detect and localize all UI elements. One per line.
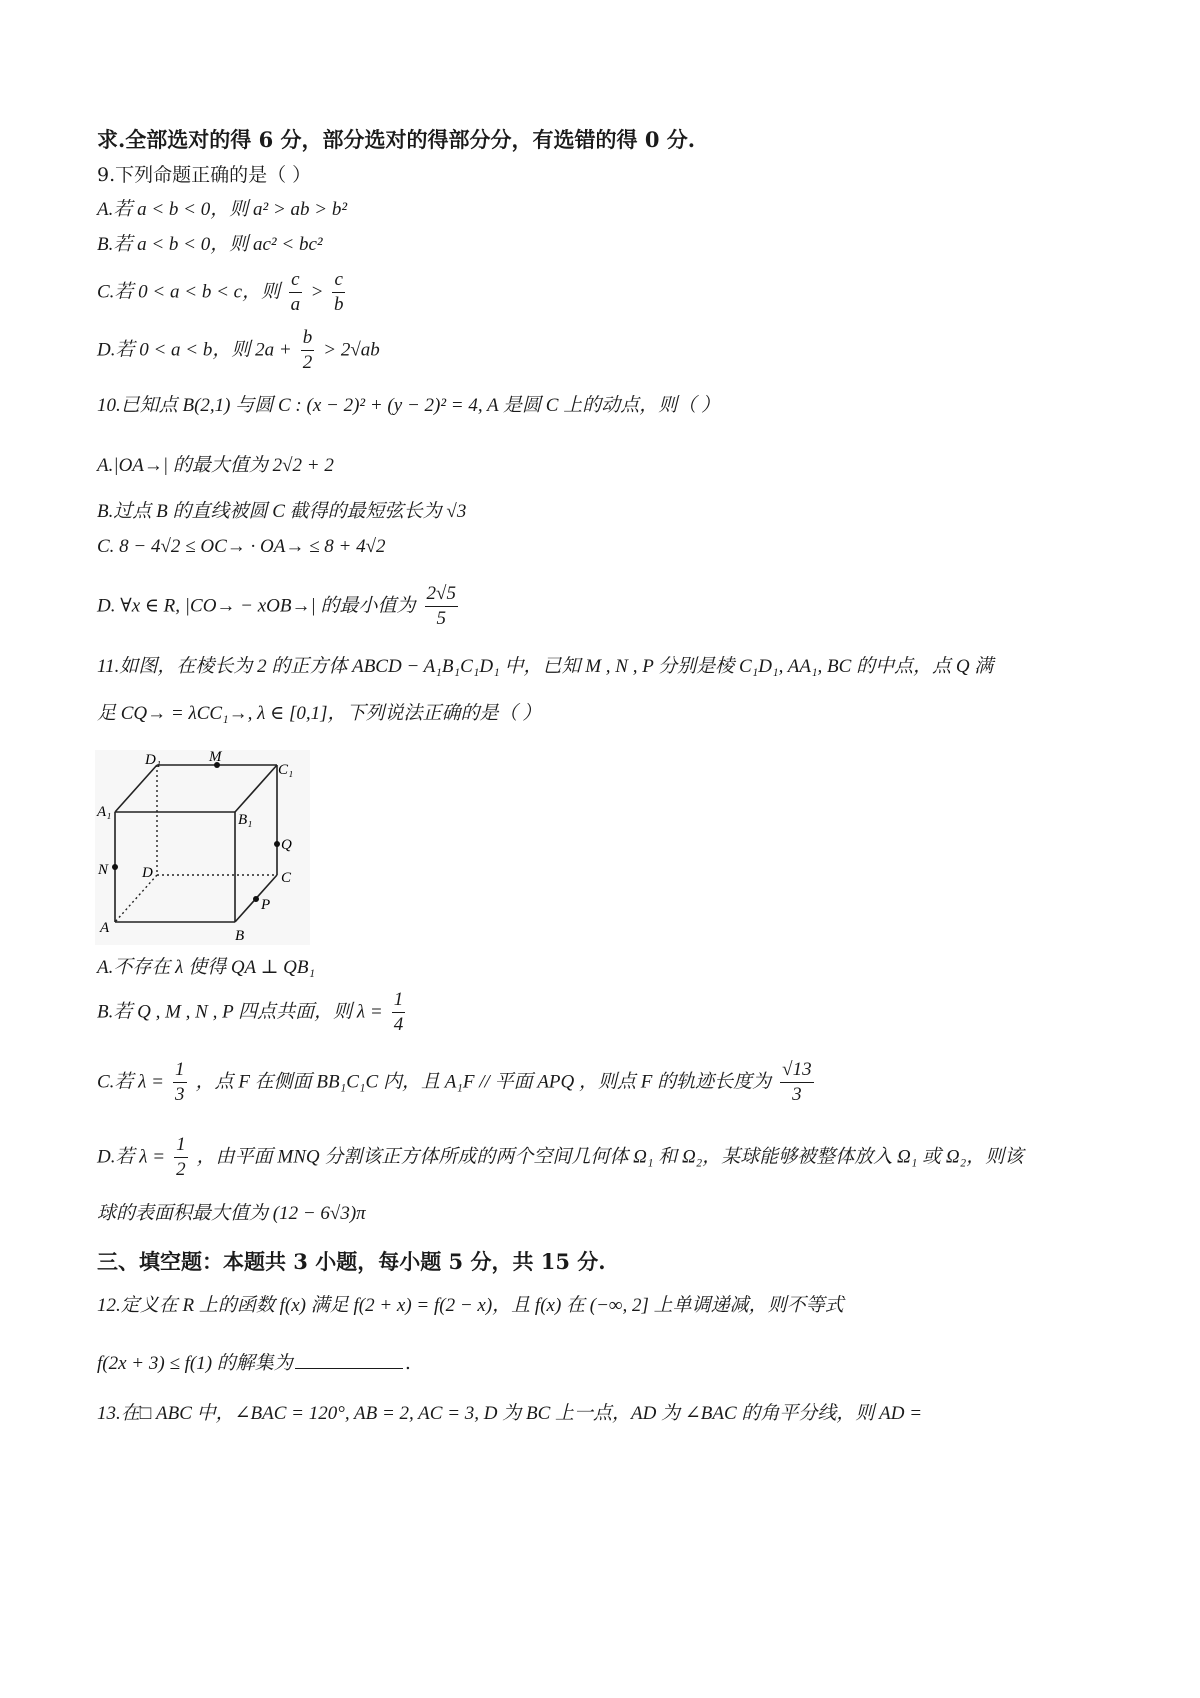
fraction-1-over-2: $\frac{1}{2}$ [176,1134,186,1180]
question-11-stem-line2: 足 CQ→ = λCC₁→, λ ∈ [0,1]，下列说法正确的是（ ） [97,703,542,724]
option-b-text: B.若 Q , M , N , P 四点共面，则 λ = [97,1001,383,1023]
fraction-2root5-over-5: $\frac{2√5}{5}$ [426,583,456,629]
label-b1: B₁ [238,812,253,828]
option-d-inequality: > 2√ab [323,339,380,361]
question-11-option-a: A.不存在 λ 使得 QA ⊥ QB₁ [97,957,316,978]
q12-inequality-text: f(2x + 3) ≤ f(1) 的解集为 [97,1353,293,1374]
cube-figure [95,750,310,945]
fraction-c-over-b: $\frac{c}{b}$ [333,269,344,315]
point-q [274,841,280,847]
question-10-option-b: B.过点 B 的直线被圆 C 截得的最短弦长为 √3 [97,501,467,522]
label-n: N [98,862,109,878]
question-9-option-d [97,326,380,375]
option-d-condition: ，由平面 MNQ 分割该正方体所成的两个空间几何体 Ω₁ 和 Ω₂，某球能够被整体放入 Ω₁ 或 Ω₂，则该 [196,1146,1024,1168]
fraction-c-over-a: $\frac{c}{a}$ [290,269,301,315]
question-10-option-a: A.|OA→| 的最大值为 2√2 + 2 [97,455,334,476]
label-b: B [235,928,245,944]
label-c1: C₁ [278,762,294,778]
point-p [253,896,259,902]
question-11-option-b [97,988,408,1037]
option-d-text: D.若 λ = [97,1146,166,1168]
question-11-option-d [97,1133,1023,1182]
answer-blank [295,1368,403,1369]
option-d-text: D.若 0 < a < b，则 2a + [97,339,292,361]
question-9-stem: 9.下列命题正确的是（ ） [97,164,312,186]
question-12-line2 [97,1351,411,1376]
fraction-root13-over-3: $\frac{√13}{3}$ [782,1059,812,1105]
option-c-condition: ，点 F 在侧面 BB₁C₁C 内，且 A₁F // 平面 APQ ，则点 F 的轨迹长度为 [195,1071,772,1093]
q12-period: . [404,1352,411,1374]
question-11-option-d-line2: 球的表面积最大值为 (12 − 6√3)π [97,1203,366,1224]
question-13-stem: 13.在□ ABC 中，∠BAC = 120°, AB = 2, AC = 3, D 为 BC 上一点，AD 为 ∠BAC 的角平分线，则 AD = [97,1403,923,1424]
label-d: D [142,865,153,881]
question-9-option-c [97,268,348,317]
question-10-option-d [97,582,461,631]
label-q: Q [281,837,292,853]
option-d-text: D. ∀x ∈ R, |CO→ − xOB→| 的最小值为 [97,595,416,617]
question-9-option-a: A.若 a < b < 0，则 a² > ab > b² [97,199,348,220]
option-c-text: C.若 0 < a < b < c，则 [97,281,281,303]
fraction-1-over-3: $\frac{1}{3}$ [175,1059,185,1105]
label-p: P [261,897,271,913]
section-header-note: 求.全部选对的得 6 分，部分选对的得部分分，有选错的得 0 分. [97,127,696,152]
option-c-text: C.若 λ = [97,1071,164,1093]
question-9-option-b: B.若 a < b < 0，则 ac² < bc² [97,234,323,255]
fraction-b-over-2: $\frac{b}{2}$ [302,327,313,373]
section-3-heading: 三、填空题：本题共 3 小题，每小题 5 分，共 15 分. [97,1249,606,1274]
question-10-option-c: C. 8 − 4√2 ≤ OC→ · OA→ ≤ 8 + 4√2 [97,536,386,557]
label-a: A [100,920,110,936]
question-10-stem: 10.已知点 B(2,1) 与圆 C : (x − 2)² + (y − 2)² = 4, A 是圆 C 上的动点，则（ ） [97,395,720,416]
label-m: M [209,750,222,765]
greater-than: > [310,281,324,303]
label-a1: A₁ [97,804,112,820]
question-11-option-c [97,1058,817,1107]
point-n [112,864,118,870]
label-d1: D₁ [145,752,162,768]
question-11-stem-line1: 11.如图，在棱长为 2 的正方体 ABCD − A₁B₁C₁D₁ 中，已知 M , N , P 分别是棱 C₁D₁, AA₁, BC 的中点，点 Q 满 [97,656,994,677]
label-c: C [281,870,292,886]
question-12-line1: 12.定义在 R 上的函数 f(x) 满足 f(2 + x) = f(2 − x)，且 f(x) 在 (−∞, 2] 上单调递减，则不等式 [97,1295,844,1316]
fraction-1-over-4: $\frac{1}{4}$ [393,989,404,1035]
